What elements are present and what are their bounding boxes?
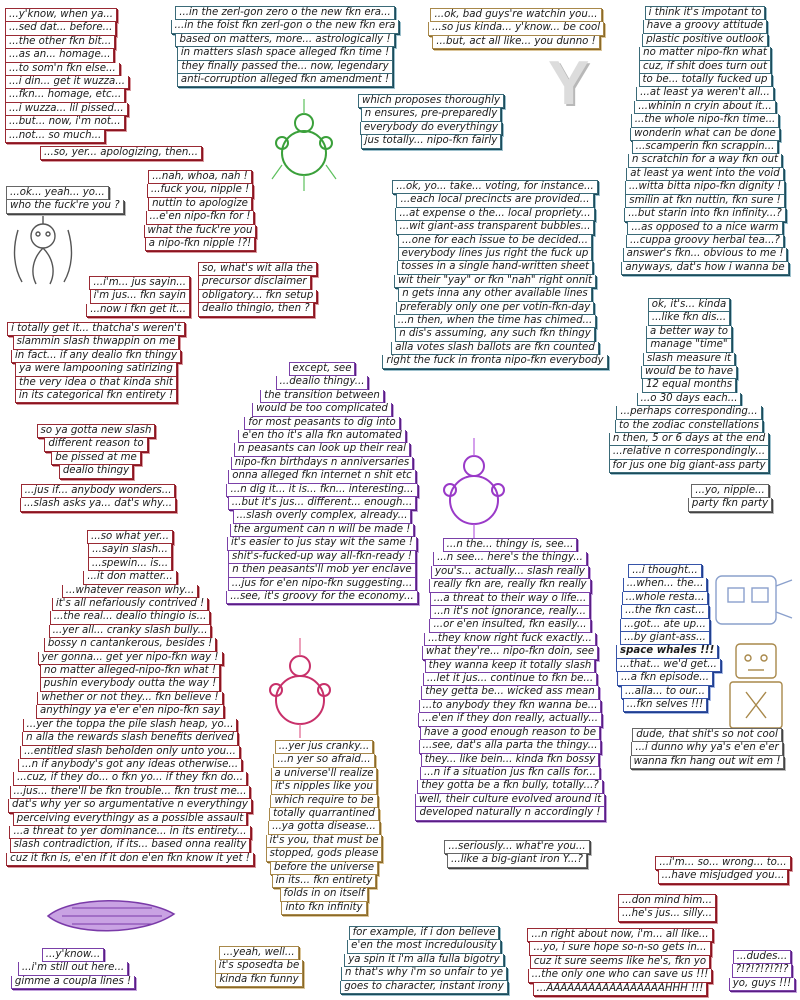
bubble-9-line: ...each local precincts are provided... — [396, 194, 593, 207]
bubble-7-line: who the fuck're you ? — [6, 200, 124, 213]
bubble-13-line: slash measure it — [643, 353, 735, 366]
bubble-18-line: ...yer the toppa the pile slash heap, yo... — [23, 719, 238, 732]
bubble-4-line: anyways, dat's how i wanna be — [621, 262, 788, 275]
bubble-11-line: ...i'm... jus sayin... — [89, 276, 190, 290]
bubble-10-line: so, what's wit alla the — [198, 262, 317, 276]
bubble-26-line: ...y'know... — [42, 948, 105, 962]
bubble-4-line: cuz, if shit does turn out — [639, 61, 771, 74]
bubble-28-line: for example, if i don believe — [349, 926, 500, 940]
bubble-20-line: space whales !!! — [616, 645, 718, 658]
bubble-1-line: ...to som'n fkn else... — [5, 63, 120, 76]
bubble-14-line: ...n dig it... it is... fkn... interesting... — [226, 484, 417, 497]
bubble-18-line: ...it don matter... — [83, 571, 177, 584]
bubble-30 — [728, 950, 796, 991]
bubble-23-line: ...seriously... what're you... — [444, 840, 589, 854]
bubble-16-line: ...slash asks ya... dat's why... — [20, 498, 176, 511]
bubble-11 — [80, 276, 190, 317]
bubble-20-line: ...a fkn episode... — [617, 672, 713, 685]
bubble-9-line: ...ok, yo... take... voting, for instance... — [392, 180, 598, 194]
bubble-4-line: ...whinin n cryin about it... — [634, 101, 776, 114]
bubble-1-line: ...fkn... homage, etc... — [5, 89, 125, 102]
bubble-25-line: ...don mind him... — [618, 894, 716, 908]
bubble-19-line: ...n the... thingy is, see... — [443, 538, 578, 552]
bubble-28-line: ya spin it i'm alla fulla bigotry — [344, 954, 503, 967]
bubble-4-line: plastic positive outlook — [642, 34, 768, 47]
bubble-18-line: ...a threat to yer dominance... in its entirety... — [9, 826, 250, 839]
bubble-9-line: tosses in a single hand-written sheet — [397, 261, 593, 274]
bubble-24 — [650, 856, 796, 884]
bubble-12 — [4, 322, 188, 403]
bubble-4-line: answer's fkn... obvious to me ! — [623, 248, 788, 261]
bubble-17-line: ...yo, nipple... — [691, 484, 769, 498]
bubble-4-line: ...cuppa groovy herbal tea...? — [626, 235, 784, 248]
bubble-27-line: it's sposedta be — [215, 960, 303, 973]
bubble-9-line: alla votes slash ballots are fkn counted — [391, 342, 599, 355]
bubble-4-line: wonderin what can be done — [630, 128, 780, 141]
bubble-8 — [138, 170, 262, 251]
bubble-29-line: ...AAAAAAAAAAAAAAAAAHHH !!! — [533, 983, 708, 996]
bubble-14-line: ...see, it's groovy for the economy... — [226, 591, 418, 604]
bubble-8-line: nuttin to apologize — [148, 198, 252, 211]
bubble-2-line: ...in the zerl-gon zero o the new fkn era... — [175, 6, 395, 20]
bubble-8-line: what the fuck're you — [144, 225, 257, 238]
bubble-18-line: perceiving everythingy as a possible assault — [13, 813, 248, 826]
doodle-figure-image — [8, 210, 78, 290]
bubble-22-line: in its... fkn entirety — [272, 875, 377, 888]
bubble-22-line: ...ya gotta disease... — [268, 821, 380, 834]
bubble-20-line: ...i thought... — [628, 564, 702, 578]
fractal-pink-image — [258, 630, 342, 740]
bubble-4-line: have a groovy attitude — [643, 20, 767, 33]
bubble-18-line: bossy n cantankerous, besides ! — [44, 638, 216, 651]
bubble-29-line: ...the only one who can save us !!! — [528, 969, 713, 982]
bubble-9-line: right the fuck in fronta nipo-fkn everybody — [382, 355, 607, 368]
bubble-3-line: ...so jus kinda... y'know... be cool — [428, 22, 604, 35]
bubble-2-line: in matters slash space alleged fkn time ! — [177, 47, 393, 60]
bubble-16-line: ...jus if... anybody wonders... — [21, 484, 176, 498]
bubble-18-line: slash contradiction, if its... based onna reality — [10, 839, 251, 852]
bubble-9-line: ...one for each issue to be decided... — [398, 235, 592, 248]
bubble-4-line: at least ya went into the void — [626, 168, 783, 181]
bubble-9-line: n dis's assuming, any such fkn thingy — [395, 328, 595, 341]
bubble-22-line: stopped, gods please — [266, 848, 383, 861]
bubble-6-line: ...so, yer... apologizing, then... — [40, 146, 202, 160]
bubble-30-line: yo, guys !!! — [729, 978, 796, 991]
bubble-29-line: cuz it sure seems like he's, fkn yo — [530, 956, 710, 969]
bubble-18-line: ...yer all... cranky slash bully... — [49, 625, 212, 638]
bubble-18-line: ...whatever reason why... — [62, 585, 198, 598]
bubble-27-line: ...yeah, well... — [219, 946, 298, 960]
bubble-5-line: which proposes thoroughly — [358, 94, 504, 108]
bubble-1-line: ...the other fkn bit... — [5, 36, 115, 49]
bubble-16 — [12, 484, 184, 512]
bubble-25-line: ...he's jus... silly... — [618, 908, 716, 921]
bubble-25 — [610, 894, 724, 922]
bubble-13-line: manage "time" — [646, 339, 731, 352]
bubble-13-line: to the zodiac constellations — [615, 420, 763, 433]
bubble-2-line: they finally passed the... now, legendary — [177, 61, 392, 74]
bubble-7-line: ...ok... yeah... yo... — [6, 186, 109, 200]
bubble-4-line: ...scamperin fkn scrappin... — [632, 141, 779, 154]
bubble-13-line: ...like fkn dis... — [648, 312, 730, 325]
bubble-28-line: e'en the most incredulousity — [347, 940, 501, 953]
bubble-1-line: ...not... so much... — [5, 130, 105, 143]
bubble-13-line: would be to have — [641, 366, 737, 379]
bubble-18-line: ...spewin... is... — [88, 558, 172, 571]
bubble-4-line: smilin at fkn nuttin, fkn sure ! — [625, 195, 784, 208]
bubble-8-line: ...e'en nipo-fkn for ! — [146, 211, 255, 224]
bubble-29-line: ...yo, i sure hope so-n-so gets in... — [529, 942, 710, 955]
bubble-20-line: ...whole resta... — [622, 592, 709, 605]
bubble-19-line: developed naturally n accordingly ! — [415, 807, 604, 820]
bubble-14-line: nipo-fkn birthdays n anniversaries — [231, 457, 413, 470]
bubble-2-line: ...in the foist fkn zerl-gon o the new fkn era — [171, 20, 400, 33]
bubble-14-line: ...but it's jus... different... enough... — [228, 497, 416, 510]
bubble-20-line: ...by giant-ass... — [620, 632, 710, 645]
bubble-14-line: except, see — [289, 362, 356, 376]
bubble-19-line: they... like bein... kinda fkn bossy — [421, 754, 600, 767]
bubble-5 — [356, 94, 506, 149]
bubble-19-line: they wanna keep it totally slash — [425, 660, 596, 673]
bubble-30-line: ...dudes... — [733, 950, 791, 964]
bubble-12-line: in its categorical fkn entirety ! — [15, 390, 177, 403]
bubble-5-line: n ensures, pre-preparedly — [361, 108, 501, 121]
bubble-22-line: totally quarrantined — [269, 808, 379, 821]
bubble-18-line: no matter alleged-nipo-fkn what ! — [40, 665, 220, 678]
bubble-8-line: a nipo-fkn nipple !?! — [145, 238, 255, 251]
bubble-19-line: they getta be... wicked ass mean — [421, 686, 599, 699]
bubble-19 — [410, 538, 610, 821]
bubble-17-line: party fkn party — [688, 498, 772, 511]
bubble-9-line: ...n then, when the time has chimed... — [394, 315, 597, 328]
bubble-4-line: ...the whole nipo-fkn time... — [631, 114, 780, 127]
bubble-10-line: dealio thingio, then ? — [198, 303, 314, 316]
bubble-19-line: have a good enough reason to be — [420, 727, 600, 740]
bubble-13 — [584, 298, 794, 473]
bubble-13-line: ok, it's... kinda — [648, 298, 730, 312]
bubble-9-line: ...at expense o the... local propriety... — [395, 208, 594, 221]
bubble-12-line: the very idea o that kinda shit — [15, 377, 177, 390]
bubble-19-line: ...to anybody they fkn wanna be... — [419, 700, 602, 713]
bubble-18-line: anythingy ya e'er e'en nipo-fkn say — [36, 705, 224, 718]
bubble-14-line: ...jus for e'en nipo-fkn suggesting... — [228, 578, 416, 591]
bubble-14-line: n then peasants'll mob yer enclave — [228, 564, 415, 577]
bubble-1 — [5, 8, 129, 143]
bubble-13-line: a better way to — [646, 326, 732, 339]
bubble-3 — [424, 8, 608, 49]
bubble-4-line: n scratchin for a way fkn out — [628, 154, 782, 167]
bubble-22-line: which require to be — [270, 795, 377, 808]
bubble-19-line: you's... actually... slash really — [431, 566, 589, 579]
bubble-4-line: ...as opposed to a nice warm — [627, 222, 782, 235]
bubble-3-line: ...ok, bad guys're watchin you... — [430, 8, 601, 22]
bubble-19-line: ...see, dat's alla parta the thingy... — [419, 740, 602, 753]
bubble-23-line: ...like a big-giant iron Y...? — [447, 854, 587, 867]
bubble-29-line: ...n right about now, i'm... all like... — [527, 928, 712, 942]
bubble-2-line: based on matters, more... astrologically ! — [175, 34, 394, 47]
bubble-18-line: pushin everybody outta the way ! — [40, 678, 220, 691]
bubble-18-line: ...cuz, if they do... o fkn yo... if they fkn do... — [13, 772, 247, 785]
bubble-22-line: ...yer jus cranky... — [275, 740, 374, 754]
bubble-14-line: would be too complicated — [252, 403, 392, 416]
bubble-19-line: what they're... nipo-fkn doin, see — [422, 646, 598, 659]
bubble-19-line: really fkn are, really fkn really — [429, 579, 590, 592]
bubble-12-line: slammin slash thwappin on me — [13, 336, 180, 349]
bubble-5-line: everybody do everythingy — [360, 122, 502, 135]
bubble-1-line: ...as an... homage... — [5, 49, 114, 62]
fractal-green-image — [262, 95, 346, 195]
bubble-21-line: dude, that shit's so not cool — [632, 728, 782, 742]
bubble-12-line: in fact... if any dealio fkn thingy — [11, 350, 181, 363]
bubble-14-line: e'en tho it's alla fkn automated — [238, 430, 406, 443]
bubble-8-line: ...nah, whoa, nah ! — [148, 170, 252, 184]
bubble-22-line: it's you, that must be — [266, 835, 383, 848]
bubble-18-line: dat's why yer so argumentative n everythingy — [8, 799, 252, 812]
bubble-9-line: wit their "yay" or fkn "nah" right onnit — [394, 275, 596, 288]
bubble-5-line: jus totally... nipo-fkn fairly — [361, 135, 502, 148]
bubble-20-line: ...got... ate up... — [620, 619, 710, 632]
bubble-9-line: ...wit giant-ass transparent bubbles... — [396, 221, 595, 234]
bubble-18-line: ...sayin slash... — [88, 544, 172, 557]
bubble-4-line: no matter nipo-fkn what — [639, 47, 771, 60]
bubble-14-line: it's easier to jus stay wit the same ! — [227, 537, 417, 550]
bubble-15-line: different reason to — [44, 438, 147, 451]
bubble-13-line: n then, 5 or 6 days at the end — [609, 433, 769, 446]
bubble-18-line: ...n if anybody's got any ideas otherwise... — [18, 759, 242, 772]
bubble-10 — [198, 262, 317, 317]
bubble-14-line: the argument can n will be made ! — [230, 524, 415, 537]
bubble-22-line: into fkn infinity — [281, 902, 366, 915]
bubble-18-line: n alla the rewards slash benefits derived — [22, 732, 238, 745]
bubble-18-line: it's all nefariously contrived ! — [52, 598, 208, 611]
bubble-24-line: ...i'm... so... wrong... to... — [655, 856, 790, 870]
bubble-18-line: ...entitled slash beholden only unto you... — [20, 746, 240, 759]
bubble-18-line: cuz it fkn is, e'en if it don e'en fkn know it yet ! — [6, 853, 254, 866]
bubble-13-line: ...relative n correspondingly... — [609, 446, 769, 459]
bubble-15-line: be pissed at me — [51, 452, 141, 465]
bubble-15-line: dealio thingy — [59, 465, 133, 478]
bubble-17 — [670, 484, 790, 512]
bubble-26-line: ...i'm still out here... — [18, 962, 128, 975]
bubble-19-line: ...n if a situation jus fkn calls for... — [420, 767, 600, 780]
bubble-1-line: ...i din... get it wuzza... — [5, 76, 129, 89]
bubble-8-line: ...fuck you, nipple ! — [147, 184, 253, 197]
bubble-7 — [6, 186, 124, 214]
bubble-14-line: n peasants can look up their real — [234, 443, 410, 456]
bubble-19-line: ...n it's not ignorance, really... — [430, 606, 590, 619]
bubble-9-line: everybody lines jus right the fuck up — [398, 248, 593, 261]
bubble-9 — [380, 180, 610, 369]
bubble-14-line: ...slash overly complex, already... — [233, 510, 412, 523]
bubble-14-line: shit's-fucked-up way all-fkn-ready ! — [228, 551, 416, 564]
bubble-10-line: obligatory... fkn setup — [198, 290, 317, 303]
bubble-11-line: ...now i fkn get it... — [86, 304, 190, 317]
bubble-27 — [204, 946, 314, 987]
bubble-19-line: ...let it jus... continue to fkn be... — [423, 673, 597, 686]
bubble-9-line: preferably only one per votin-fkn-day — [396, 302, 595, 315]
bubble-28-line: n that's why i'm so unfair to ye — [341, 967, 507, 980]
bubble-19-line: ...they know right fuck exactly... — [424, 633, 596, 646]
bubble-18-line: whether or not they... fkn believe ! — [37, 692, 222, 705]
bubble-19-line: ...or e'en insulted, fkn easily... — [429, 619, 590, 632]
bubble-4-line: ...but starin into fkn infinity...? — [624, 208, 786, 221]
bubble-19-line: ...n see... here's the thingy... — [433, 552, 587, 565]
bubble-4-line: ...witta bitta nipo-fkn dignity ! — [625, 181, 785, 194]
bubble-4 — [614, 6, 796, 275]
bubble-18 — [2, 530, 258, 866]
bubble-1-line: ...but... now, i'm not... — [5, 116, 125, 129]
bubble-3-line: ...but, act all like... you dunno ! — [432, 36, 599, 49]
bubble-22-line: before the universe — [270, 862, 378, 875]
bubble-13-line: ...o 30 days each... — [637, 393, 742, 406]
bubble-11-line: i'm jus... fkn sayin — [90, 290, 190, 303]
bubble-20-line: ...that... we'd get... — [616, 659, 721, 672]
bubble-28-line: goes to character, instant irony — [340, 981, 508, 994]
bubble-12-line: i totally get it... thatcha's weren't — [7, 322, 185, 336]
bubble-13-line: ...perhaps corresponding... — [616, 406, 761, 419]
bubble-14-line: ...dealio thingy... — [276, 376, 369, 389]
robot-tan-image — [720, 640, 792, 736]
bubble-18-line: ...so what yer... — [87, 530, 173, 544]
bubble-20-line: ...when... the... — [623, 578, 708, 591]
bubble-27-line: kinda fkn funny — [215, 974, 302, 987]
robot-blue-image — [712, 566, 798, 632]
bubble-4-line: ...at least ya weren't all... — [636, 87, 774, 100]
bubble-23 — [440, 840, 594, 868]
bubble-2-line: anti-corruption alleged fkn amendment ! — [177, 74, 393, 87]
bubble-20-line: ...alla... to our... — [621, 686, 709, 699]
bubble-1-line: ...i wuzza... lil pissed... — [5, 103, 128, 116]
bubble-14-line: onna alleged fkn internet n shit etc — [228, 470, 416, 483]
bubble-13-line: for jus one big giant-ass party — [609, 460, 770, 473]
bubble-22 — [262, 740, 386, 915]
bubble-20 — [616, 564, 717, 712]
bubble-1-line: ...sed dat... before... — [5, 22, 116, 35]
bubble-21-line: ...i dunno why ya's e'en e'er — [631, 742, 782, 755]
bubble-12-line: ya were lampooning satirizing — [15, 363, 177, 376]
bubble-19-line: ...e'en if they don really, actually... — [418, 713, 602, 726]
bubble-22-line: it's nipples like you — [271, 781, 377, 794]
bubble-19-line: they gotta be a fkn bully, totally...? — [417, 780, 603, 793]
big-y-letter: Y — [548, 49, 590, 118]
bubble-2 — [170, 6, 400, 87]
bubble-4-line: i think it's impotant to — [645, 6, 766, 20]
fractal-purple-image — [432, 432, 516, 542]
bubble-24-line: ...have misjudged you... — [658, 870, 789, 883]
bubble-13-line: 12 equal months — [642, 379, 736, 392]
bubble-22-line: a universe'll realize — [271, 768, 378, 781]
bubble-15-line: so ya gotta new slash — [37, 424, 156, 438]
bubble-9-line: n gets inna any other available lines — [398, 288, 591, 301]
bubble-21-line: wanna fkn hang out wit em ! — [630, 756, 785, 769]
bubble-26-line: gimme a coupla lines ! — [11, 976, 135, 989]
bubble-19-line: well, their culture evolved around it — [415, 794, 605, 807]
bubble-18-line: yer gonna... get yer nipo-fkn way ! — [38, 652, 223, 665]
bubble-20-line: ...fkn selves !!! — [623, 699, 707, 712]
bubble-26 — [6, 948, 140, 989]
bubble-1-line: ...y'know, when ya... — [5, 8, 117, 22]
bubble-22-line: folds in on itself — [280, 888, 369, 901]
bubble-15 — [34, 424, 158, 479]
bubble-10-line: precursor disclaimer — [198, 276, 311, 289]
bubble-14-line: the transition between — [260, 390, 384, 403]
bubble-19-line: ...a threat to their way o life... — [430, 593, 591, 606]
bubble-30-line: ?!?!?!?!?!? — [732, 964, 793, 977]
bubble-28 — [334, 926, 514, 994]
bubble-18-line: ...the real... dealio thingio is... — [50, 611, 211, 624]
bubble-21 — [618, 728, 796, 769]
bubble-18-line: ...jus... there'll be fkn trouble... fkn trust me... — [10, 786, 251, 799]
fish-doodle-image — [42, 892, 182, 940]
bubble-14-line: for most peasants to dig into — [244, 417, 399, 430]
bubble-6 — [40, 146, 202, 160]
bubble-20-line: ...the fkn cast... — [621, 605, 709, 618]
bubble-29 — [518, 928, 722, 996]
bubble-4-line: to be... totally fucked up — [639, 74, 772, 87]
bubble-22-line: ...n yer so afraid... — [273, 754, 374, 767]
